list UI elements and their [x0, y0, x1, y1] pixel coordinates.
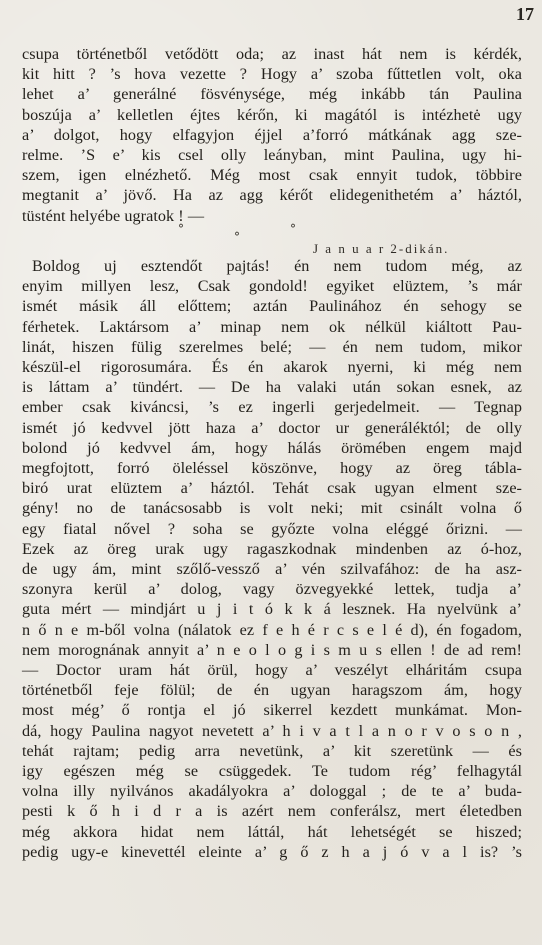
- text-line: Boldog uj esztendőt pajtás! én nem tudom még, az: [32, 257, 522, 275]
- text-line: tüstént helyébe ugratok ! —: [22, 206, 205, 225]
- page-number: 17: [516, 4, 534, 24]
- text-line: ismét jó kedvvel jött haza a’ doctor ur generáléktól; de olly: [22, 418, 522, 437]
- text-line: volna illy nyilvános akadályokra a’ dologgal ; de te a’ buda-: [22, 782, 522, 801]
- text-line: gény! no de tanácsosabb is volt neki; mit csinált volna ő: [22, 499, 522, 518]
- text-line: tehát rajtam; pedig arra nevetünk, a’ kit szeretünk — és: [22, 741, 522, 760]
- text-line: ember csak kiváncsi, ’s ez ingerli gerjedelmeit. — Tegnap: [22, 398, 522, 417]
- text-line: még akkora hidat nem láttál, hát lehetségét se hiszed;: [22, 822, 522, 841]
- text-line: kit hitt ? ’s hova vezette ? Hogy a’ szoba fűttetlen volt, oka: [22, 65, 522, 84]
- text-line: ismét másik áll előttem; aztán Paulinához én sehogy se: [22, 297, 522, 316]
- text-line: is láttam a’ tündért. — De ha valaki után sokan esnek, az: [22, 378, 522, 397]
- text-line: szem, igen elnézhető. Még most csak ennyit tudok, többire: [22, 166, 522, 185]
- text-line: pesti k ő h i d r a is azért nem conferálsz, mert életedben: [22, 802, 522, 821]
- text-line: linát, hiszen fülig szerelmes belé; — én nem tudom, mikor: [22, 337, 522, 356]
- text-line: guta mért — mindjárt u j i t ó k k á lesznek. Ha nyelvünk a’: [22, 600, 522, 619]
- text-line: férhetek. Laktársom a’ minap nem ok nélkül kiáltott Pau-: [22, 317, 522, 336]
- ornament-mark: °: [234, 230, 240, 244]
- letter-date-heading: J a n u a r 2-dikán.: [313, 241, 450, 256]
- text-line: Ezek az öreg urak ugy ragaszkodnak mindenben az ó-hoz,: [22, 539, 522, 558]
- text-line: megtanit a’ jövő. Ha az agg kérőt elidegenithetém a’ háztól,: [22, 186, 522, 205]
- text-line: a’ dolgot, hogy elfagyjon éjjel a’forró mátkának agg sze-: [22, 125, 522, 144]
- text-line: nem morognának annyit a’ n e o l o g i s m u s ellen ! de ad rem!: [22, 640, 522, 659]
- text-line: de ugy ám, mint szőlő-vessző a’ vén szilvafához: de ha asz-: [22, 560, 522, 579]
- text-line: csupa történetből vetődött oda; az inast hát nem is kérdék,: [22, 45, 522, 63]
- text-line: pedig ugy-e kinevettél eleinte a’ g ő z h a j ó v a l is? ’s: [22, 842, 522, 861]
- letter-body: [22, 256, 522, 862]
- text-line: megfojtott, forró öleléssel köszönve, hogy az öreg tábla-: [22, 459, 522, 478]
- paragraph-continued: [22, 44, 522, 226]
- ornament-mark: °: [290, 222, 296, 236]
- text-line: lehet a’ generálné fösvénysége, még inkább tán Paulina: [22, 85, 522, 104]
- text-line: készül-el rigorosumára. És én akarok nyerni, ki még nem: [22, 358, 522, 377]
- text-line: bolond jó kedvvel ám, hogy hálás örömében engem majd: [22, 438, 522, 457]
- text-line: dá, hogy Paulina nagyot nevetett a’ h i v a t l a n o r v o s o n ,: [22, 721, 522, 740]
- text-line: történetből feje fölül; de én ugyan haragszom ám, hogy: [22, 681, 522, 700]
- text-line: most még’ ő rontja el jó sikerrel kezdett munkámat. Mon-: [22, 701, 522, 720]
- text-line: igy egészen még se csüggedek. Te tudom rég’ felhagytál: [22, 762, 522, 781]
- text-line: egy fiatal nővel ? soha se győzte volna eléggé őrizni. —: [22, 519, 522, 538]
- ornament-mark: °: [178, 222, 184, 236]
- text-line: szonyra kerül a’ dolog, vagy özvegyekké lettek, tudja a’: [22, 580, 522, 599]
- text-line: relme. ’S e’ kis csel olly leányban, mint Paulina, ugy hi-: [22, 146, 522, 165]
- text-line: enyim millyen lesz, Csak gondold! egyiket elüztem, ’s már: [22, 277, 522, 296]
- text-line: — Doctor uram hát örül, hogy a’ veszélyt elháritám csupa: [22, 661, 522, 680]
- text-line: biró urat elüztem a’ háztól. Tehát csak ugyan elment sze-: [22, 479, 522, 498]
- text-line: n ő n e m-ből volna (nálatok ez f e h é r c s e l é d), én fogadom,: [22, 620, 522, 639]
- section-ornament: [170, 222, 310, 242]
- text-line: boszúja a’ kelletlen éjtes kérőn, ki magától is intézhetė ugy: [22, 105, 522, 124]
